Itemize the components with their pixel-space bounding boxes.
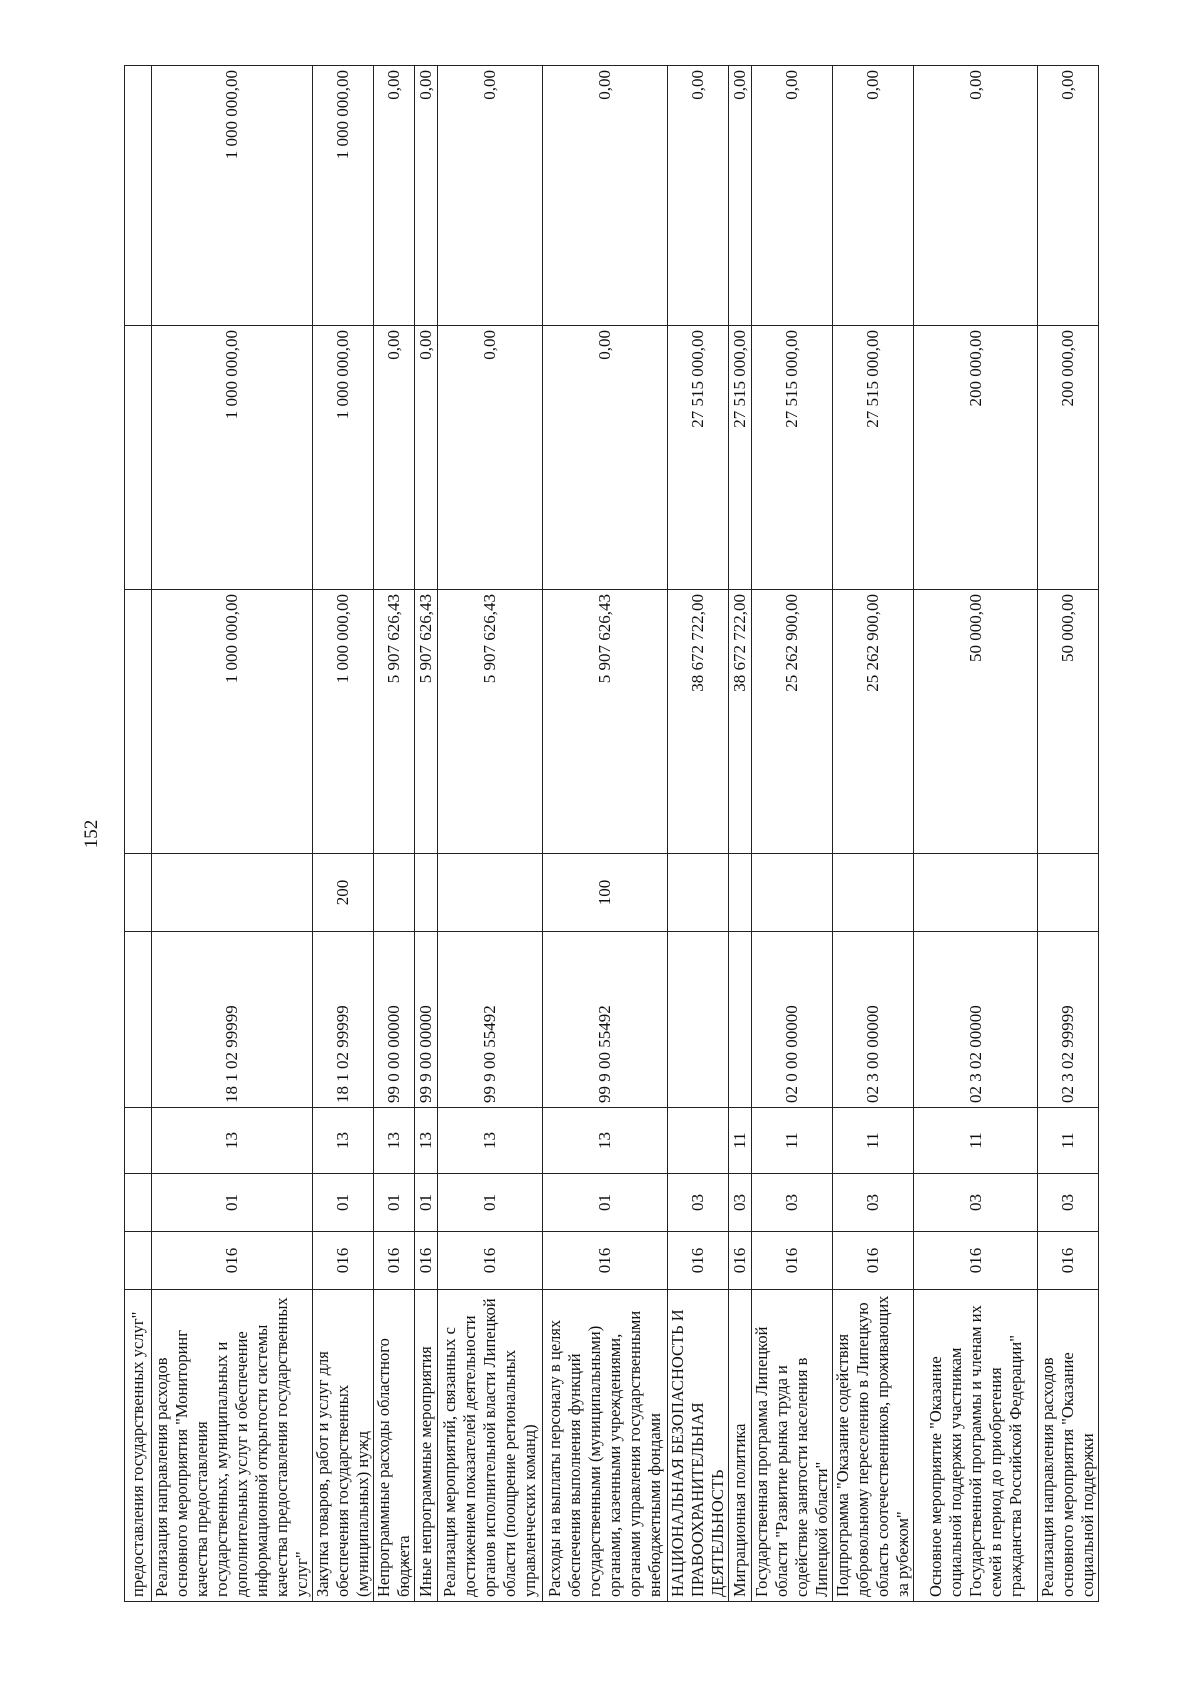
row-name: Реализация направления расходов основного мероприятия "Оказание социальной поддержки bbox=[1038, 1290, 1099, 1602]
expense-type bbox=[833, 854, 914, 932]
expense-type: 200 bbox=[313, 854, 374, 932]
subsection-code: 13 bbox=[374, 1108, 415, 1174]
sum-year-1: 25 262 900,00 bbox=[833, 590, 914, 854]
admin-code: 016 bbox=[668, 1232, 729, 1290]
admin-code: 016 bbox=[415, 1232, 438, 1290]
expense-type bbox=[438, 854, 543, 932]
page-number: 152 bbox=[81, 819, 102, 849]
subsection-code bbox=[668, 1108, 729, 1174]
sum-year-2: 1 000 000,00 bbox=[313, 326, 374, 590]
subsection-code: 13 bbox=[415, 1108, 438, 1174]
expense-type bbox=[1038, 854, 1099, 932]
admin-code: 016 bbox=[374, 1232, 415, 1290]
row-name-text: Реализация направления расходов основного мероприятия "Мониторинг качества предоставления государственных, муниципальных и дополнительных услуг и обеспечение информационной открытости системы качества предоставления государственных услуг" bbox=[152, 1297, 311, 1597]
row-name: Закупка товаров, работ и услуг для обеспечения государственных (муниципальных) нужд bbox=[313, 1290, 374, 1602]
sum-year-3: 0,00 bbox=[752, 66, 833, 326]
section-code: 01 bbox=[438, 1174, 543, 1232]
target-article: 02 3 00 00000 bbox=[833, 932, 914, 1108]
subsection-code: 11 bbox=[729, 1108, 752, 1174]
target-article: 99 0 00 00000 bbox=[374, 932, 415, 1108]
table-row bbox=[543, 66, 668, 1602]
target-article: 99 9 00 55492 bbox=[438, 932, 543, 1108]
target-article: 18 1 02 99999 bbox=[313, 932, 374, 1108]
sum-year-3: 0,00 bbox=[914, 66, 1038, 326]
row-name: НАЦИОНАЛЬНАЯ БЕЗОПАСНОСТЬ И ПРАВООХРАНИТЕЛЬНАЯ ДЕЯТЕЛЬНОСТЬ bbox=[668, 1290, 729, 1602]
sum-year-3: 0,00 bbox=[438, 66, 543, 326]
sum-year-1: 5 907 626,43 bbox=[374, 590, 415, 854]
sum-year-3: 0,00 bbox=[833, 66, 914, 326]
sum-year-3: 0,00 bbox=[1038, 66, 1099, 326]
section-code: 03 bbox=[729, 1174, 752, 1232]
sum-year-1: 5 907 626,43 bbox=[415, 590, 438, 854]
sum-year-2: 27 515 000,00 bbox=[729, 326, 752, 590]
sum-year-3: 1 000 000,00 bbox=[152, 66, 313, 326]
admin-code: 016 bbox=[833, 1232, 914, 1290]
sum-year-3: 0,00 bbox=[415, 66, 438, 326]
row-name: Подпрограмма "Оказание содействия добровольному переселению в Липецкую область соотечественников, проживающих за рубежом" bbox=[833, 1290, 914, 1602]
sum-year-2 bbox=[125, 326, 152, 590]
subsection-code: 13 bbox=[313, 1108, 374, 1174]
table-row bbox=[313, 66, 374, 1602]
admin-code: 016 bbox=[152, 1232, 313, 1290]
table-row bbox=[1038, 66, 1099, 1602]
sum-year-1: 1 000 000,00 bbox=[313, 590, 374, 854]
budget-table bbox=[124, 65, 1099, 1602]
sum-year-2: 27 515 000,00 bbox=[752, 326, 833, 590]
sum-year-1: 5 907 626,43 bbox=[543, 590, 668, 854]
sum-year-2: 200 000,00 bbox=[1038, 326, 1099, 590]
section-code: 03 bbox=[833, 1174, 914, 1232]
sum-year-2: 1 000 000,00 bbox=[152, 326, 313, 590]
section-code: 01 bbox=[543, 1174, 668, 1232]
row-name: Государственная программа Липецкой области "Развитие рынка труда и содействие занятости населения в Липецкой области" bbox=[752, 1290, 833, 1602]
admin-code: 016 bbox=[543, 1232, 668, 1290]
admin-code: 016 bbox=[1038, 1232, 1099, 1290]
row-name: Иные непрограммные мероприятия bbox=[415, 1290, 438, 1602]
row-name: предоставления государственных услуг" bbox=[125, 1290, 152, 1602]
sum-year-3: 1 000 000,00 bbox=[313, 66, 374, 326]
expense-type: 100 bbox=[543, 854, 668, 932]
expense-type bbox=[752, 854, 833, 932]
sum-year-1: 5 907 626,43 bbox=[438, 590, 543, 854]
section-code: 01 bbox=[415, 1174, 438, 1232]
sum-year-2: 0,00 bbox=[415, 326, 438, 590]
row-name: Реализация мероприятий, связанных с достижением показателей деятельности органов исполнительной власти Липецкой области (поощрение региональных управленческих команд) bbox=[438, 1290, 543, 1602]
table-row bbox=[438, 66, 543, 1602]
sum-year-3: 0,00 bbox=[374, 66, 415, 326]
target-article bbox=[125, 932, 152, 1108]
target-article bbox=[668, 932, 729, 1108]
sum-year-1: 50 000,00 bbox=[1038, 590, 1099, 854]
expense-type bbox=[668, 854, 729, 932]
sum-year-2: 0,00 bbox=[543, 326, 668, 590]
target-article bbox=[729, 932, 752, 1108]
section-code: 01 bbox=[152, 1174, 313, 1232]
expense-type bbox=[125, 854, 152, 932]
subsection-code bbox=[125, 1108, 152, 1174]
sum-year-2: 27 515 000,00 bbox=[668, 326, 729, 590]
table-row bbox=[125, 66, 152, 1602]
section-code: 03 bbox=[752, 1174, 833, 1232]
sum-year-1: 50 000,00 bbox=[914, 590, 1038, 854]
row-name: Основное мероприятие "Оказание социальной поддержки участникам Государственной программы и членам их семей в период до приобретения гражданства Российской Федерации" bbox=[914, 1290, 1038, 1602]
sum-year-1: 38 672 722,00 bbox=[668, 590, 729, 854]
section-code: 03 bbox=[1038, 1174, 1099, 1232]
rotated-page-content bbox=[124, 66, 1097, 1602]
sum-year-1: 38 672 722,00 bbox=[729, 590, 752, 854]
target-article: 18 1 02 99999 bbox=[152, 932, 313, 1108]
row-name: Расходы на выплаты персоналу в целях обеспечения выполнения функций государственными (муниципальными) органами, казенными учреждениями, органами управления государственными внебюджетными фондами bbox=[543, 1290, 668, 1602]
section-code: 03 bbox=[914, 1174, 1038, 1232]
table-row bbox=[152, 66, 313, 1602]
subsection-code: 11 bbox=[914, 1108, 1038, 1174]
row-name: Непрограммные расходы областного бюджета bbox=[374, 1290, 415, 1602]
sum-year-1: 25 262 900,00 bbox=[752, 590, 833, 854]
expense-type bbox=[729, 854, 752, 932]
sum-year-2: 200 000,00 bbox=[914, 326, 1038, 590]
table-row bbox=[374, 66, 415, 1602]
admin-code bbox=[125, 1232, 152, 1290]
subsection-code: 11 bbox=[833, 1108, 914, 1174]
table-row bbox=[668, 66, 729, 1602]
expense-type bbox=[374, 854, 415, 932]
sum-year-3: 0,00 bbox=[668, 66, 729, 326]
subsection-code: 13 bbox=[543, 1108, 668, 1174]
row-name bbox=[152, 1290, 313, 1602]
target-article: 02 3 02 99999 bbox=[1038, 932, 1099, 1108]
table-body bbox=[125, 66, 1099, 1602]
target-article: 02 3 02 00000 bbox=[914, 932, 1038, 1108]
sum-year-3: 0,00 bbox=[543, 66, 668, 326]
table-row bbox=[752, 66, 833, 1602]
section-code bbox=[125, 1174, 152, 1232]
row-name: Миграционная политика bbox=[729, 1290, 752, 1602]
sum-year-2: 0,00 bbox=[374, 326, 415, 590]
expense-type bbox=[152, 854, 313, 932]
sum-year-1: 1 000 000,00 bbox=[152, 590, 313, 854]
sum-year-2: 27 515 000,00 bbox=[833, 326, 914, 590]
section-code: 01 bbox=[374, 1174, 415, 1232]
section-code: 01 bbox=[313, 1174, 374, 1232]
target-article: 99 9 00 00000 bbox=[415, 932, 438, 1108]
section-code: 03 bbox=[668, 1174, 729, 1232]
expense-type bbox=[914, 854, 1038, 932]
sum-year-2: 0,00 bbox=[438, 326, 543, 590]
table-row bbox=[914, 66, 1038, 1602]
target-article: 02 0 00 00000 bbox=[752, 932, 833, 1108]
subsection-code: 13 bbox=[152, 1108, 313, 1174]
expense-type bbox=[415, 854, 438, 932]
target-article: 99 9 00 55492 bbox=[543, 932, 668, 1108]
sum-year-3 bbox=[125, 66, 152, 326]
table-row bbox=[833, 66, 914, 1602]
admin-code: 016 bbox=[313, 1232, 374, 1290]
admin-code: 016 bbox=[752, 1232, 833, 1290]
subsection-code: 11 bbox=[752, 1108, 833, 1174]
sum-year-1 bbox=[125, 590, 152, 854]
admin-code: 016 bbox=[729, 1232, 752, 1290]
table-row bbox=[729, 66, 752, 1602]
subsection-code: 11 bbox=[1038, 1108, 1099, 1174]
subsection-code: 13 bbox=[438, 1108, 543, 1174]
sum-year-3: 0,00 bbox=[729, 66, 752, 326]
table-row bbox=[415, 66, 438, 1602]
admin-code: 016 bbox=[914, 1232, 1038, 1290]
admin-code: 016 bbox=[438, 1232, 543, 1290]
